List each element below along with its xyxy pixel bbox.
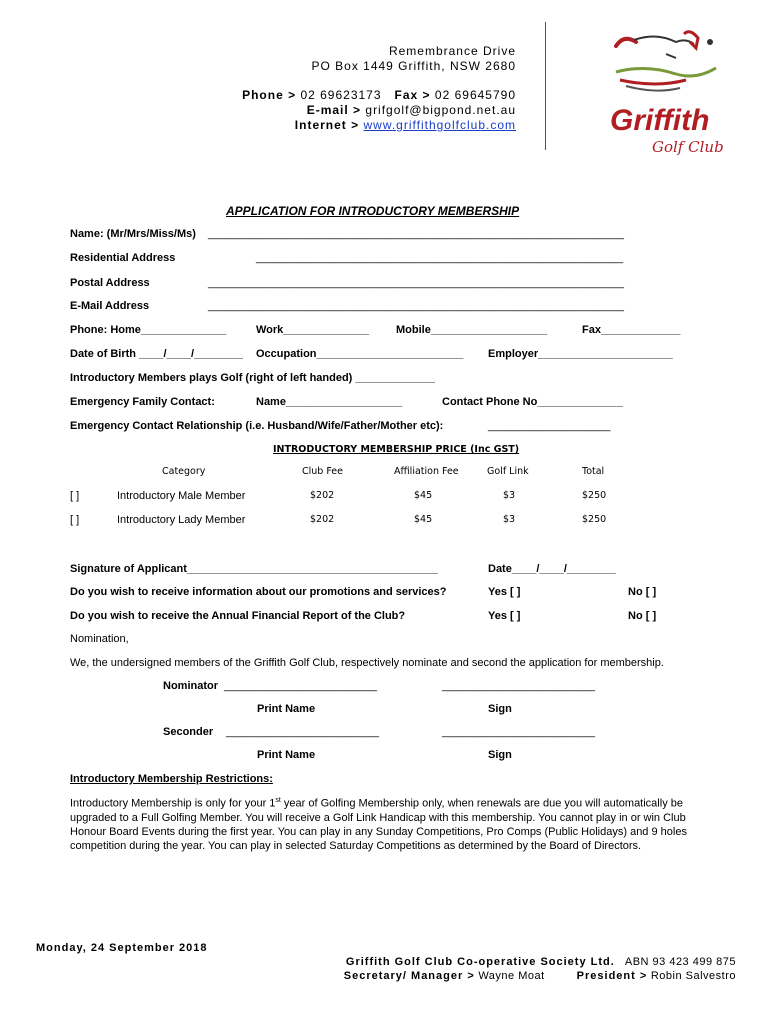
website-link[interactable]: www.griffithgolfclub.com: [363, 118, 516, 132]
promotions-yes-checkbox[interactable]: Yes [ ]: [488, 586, 521, 598]
logo-wordmark: Griffith: [610, 104, 710, 137]
email-label: E-mail >: [306, 103, 362, 117]
name-label: Name: (Mr/Mrs/Miss/Ms): [70, 228, 196, 240]
relationship-field[interactable]: ____________________: [488, 420, 611, 432]
address-line-1: Remembrance Drive: [388, 44, 516, 58]
seconder-label: Seconder: [163, 726, 214, 738]
phone-fax-line: [242, 88, 516, 103]
nominator-label: Nominator: [163, 680, 218, 692]
report-no-checkbox[interactable]: No [ ]: [628, 610, 657, 622]
seconder-sign-label: Sign: [488, 749, 512, 761]
lady-club-fee: $202: [310, 514, 335, 525]
lady-affiliation: $45: [414, 514, 433, 525]
male-member-category: Introductory Male Member: [117, 490, 246, 502]
restrictions-text-start: Introductory Membership is only for your 1: [70, 797, 276, 810]
price-table-title: INTRODUCTORY MEMBERSHIP PRICE (Inc GST): [273, 444, 520, 455]
lady-member-category: Introductory Lady Member: [117, 514, 246, 526]
address-block: [242, 44, 516, 133]
phone-value: 02 69623173: [300, 88, 382, 102]
nominator-print-name-label: Print Name: [257, 703, 316, 715]
emergency-phone-field[interactable]: Contact Phone No______________: [442, 396, 623, 408]
nomination-text: We, the undersigned members of the Griffith Golf Club, respectively nominate and second the application for membership.: [70, 657, 664, 669]
fax-value: 02 69645790: [434, 88, 516, 102]
phone-label: Phone >: [242, 88, 297, 102]
restrictions-paragraph: [70, 794, 690, 853]
nominator-name-field[interactable]: _________________________: [224, 680, 377, 692]
restrictions-heading: Introductory Membership Restrictions:: [70, 773, 273, 785]
email-address-label: E-Mail Address: [70, 300, 150, 312]
dob-field[interactable]: Date of Birth ____/____/________: [70, 348, 244, 360]
abn: ABN 93 423 499 875: [624, 956, 736, 968]
residential-label: Residential Address: [70, 252, 176, 264]
logo-subtitle: Golf Club: [652, 138, 724, 156]
footer-date: Monday, 24 September 2018: [36, 942, 208, 954]
promotions-question: Do you wish to receive information about our promotions and services?: [70, 586, 447, 598]
seconder-name-field[interactable]: _________________________: [226, 726, 379, 738]
club-logo: [606, 24, 736, 164]
header-golf-link: Golf Link: [487, 466, 529, 477]
male-golf-link: $3: [503, 490, 516, 501]
male-club-fee: $202: [310, 490, 335, 501]
restrictions-superscript: st: [275, 797, 281, 804]
signature-field[interactable]: Signature of Applicant_________________________________________: [70, 563, 438, 575]
secretary-label: Secretary/ Manager >: [343, 970, 475, 982]
lady-golf-link: $3: [503, 514, 516, 525]
promotions-no-checkbox[interactable]: No [ ]: [628, 586, 657, 598]
president-label: President >: [576, 970, 648, 982]
phone-work-field[interactable]: Work______________: [256, 324, 369, 336]
footer-officers-line: [344, 970, 736, 982]
seconder-sign-field[interactable]: _________________________: [442, 726, 595, 738]
postal-label: Postal Address: [70, 277, 150, 289]
internet-line: [242, 118, 516, 133]
president-name: Robin Salvestro: [650, 970, 736, 982]
postal-field[interactable]: ____________________________________________________________________: [208, 277, 625, 289]
email-value: grifgolf@bigpond.net.au: [365, 103, 516, 117]
report-yes-checkbox[interactable]: Yes [ ]: [488, 610, 521, 622]
footer-society-line: [346, 956, 736, 968]
date-field[interactable]: Date____/____/________: [488, 563, 616, 575]
male-member-checkbox[interactable]: [ ]: [70, 490, 80, 502]
emergency-name-field[interactable]: Name___________________: [256, 396, 403, 408]
phone-fax-field[interactable]: Fax_____________: [582, 324, 681, 336]
occupation-field[interactable]: Occupation________________________: [256, 348, 464, 360]
email-address-field[interactable]: ____________________________________________________________________: [208, 300, 625, 312]
fax-label: Fax >: [394, 88, 431, 102]
relationship-label: Emergency Contact Relationship (i.e. Husband/Wife/Father/Mother etc):: [70, 420, 444, 432]
header-club-fee: Club Fee: [302, 466, 343, 477]
society-name: Griffith Golf Club Co-operative Society Ltd.: [345, 956, 615, 968]
nominator-sign-field[interactable]: _________________________: [442, 680, 595, 692]
employer-field[interactable]: Employer______________________: [488, 348, 673, 360]
header-divider: [545, 22, 546, 150]
phone-mobile-field[interactable]: Mobile___________________: [396, 324, 548, 336]
restrictions-text-rest: year of Golfing Membership only, when renewals are due you will automatically be upgraded to a Full Golfing Member. You will receive a Golf Link Handicap with this membership. You cannot play in or win Club Honour Board Events during the first year. You can play in any Sunday Competitions, Pro Comps (Public Holidays) and 9 holes competition during the year. You can play in selected Saturday Competitions as determined by the Board of Directors.: [70, 797, 687, 852]
emergency-label: Emergency Family Contact:: [70, 396, 215, 408]
address-line-2: PO Box 1449 Griffith, NSW 2680: [311, 59, 516, 73]
golfer-icon: [606, 24, 736, 104]
nomination-heading: Nomination,: [70, 633, 129, 645]
nominator-sign-label: Sign: [488, 703, 512, 715]
phone-home-field[interactable]: Phone: Home______________: [70, 324, 227, 336]
lady-total: $250: [582, 514, 607, 525]
internet-label: Internet >: [294, 118, 360, 132]
name-field[interactable]: ____________________________________________________________________: [208, 228, 625, 240]
lady-member-checkbox[interactable]: [ ]: [70, 514, 80, 526]
header-category: Category: [162, 466, 206, 477]
form-title: APPLICATION FOR INTRODUCTORY MEMBERSHIP: [226, 204, 520, 218]
seconder-print-name-label: Print Name: [257, 749, 316, 761]
male-total: $250: [582, 490, 607, 501]
header-affiliation-fee: Affiliation Fee: [394, 466, 459, 477]
residential-field[interactable]: ____________________________________________________________: [256, 252, 624, 264]
email-line: [242, 103, 516, 118]
male-affiliation: $45: [414, 490, 433, 501]
plays-field[interactable]: Introductory Members plays Golf (right of left handed) _____________: [70, 372, 435, 384]
header-total: Total: [582, 466, 605, 477]
secretary-name: Wayne Moat: [478, 970, 545, 982]
report-question: Do you wish to receive the Annual Financial Report of the Club?: [70, 610, 406, 622]
